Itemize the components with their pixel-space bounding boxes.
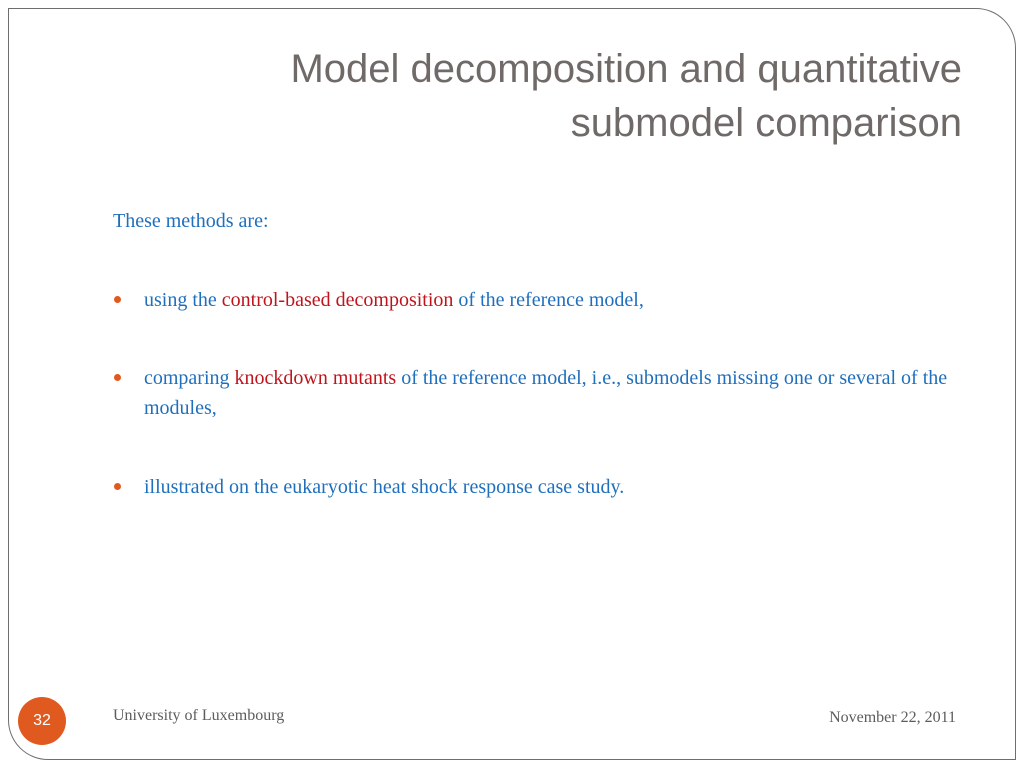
- intro-text: These methods are:: [113, 210, 269, 232]
- bullet-item-control-based-decomposition: [113, 285, 963, 315]
- bullet-text: illustrated on the eukaryotic heat shock response case study.: [144, 476, 625, 498]
- slide-body: [113, 206, 963, 502]
- bullet-text-post: of the reference model, i.e., submodels missing one or several of the modules,: [144, 367, 948, 419]
- bullet-dot-icon: [114, 483, 121, 490]
- bullet-text-pre: using the: [144, 289, 222, 311]
- slide-title: [62, 42, 962, 150]
- footer-date: November 22, 2011: [829, 709, 956, 726]
- page-number-badge: 32: [18, 697, 66, 745]
- bullet-list: [113, 285, 963, 502]
- slide-title-line-1: Model decomposition and quantitative: [290, 47, 962, 91]
- bullet-item-knockdown-mutants: [113, 363, 963, 423]
- bullet-item-heat-shock-case-study: [113, 472, 963, 502]
- bullet-dot-icon: [114, 296, 121, 303]
- bullet-dot-icon: [114, 374, 121, 381]
- footer-institution: University of Luxembourg: [113, 707, 285, 724]
- bullet-text-pre: comparing: [144, 367, 235, 389]
- bullet-text-highlight: knockdown mutants: [234, 367, 397, 389]
- bullet-text-highlight: control-based decomposition: [221, 289, 454, 311]
- slide-title-line-2: submodel comparison: [570, 101, 962, 145]
- bullet-text-post: of the reference model,: [453, 289, 644, 311]
